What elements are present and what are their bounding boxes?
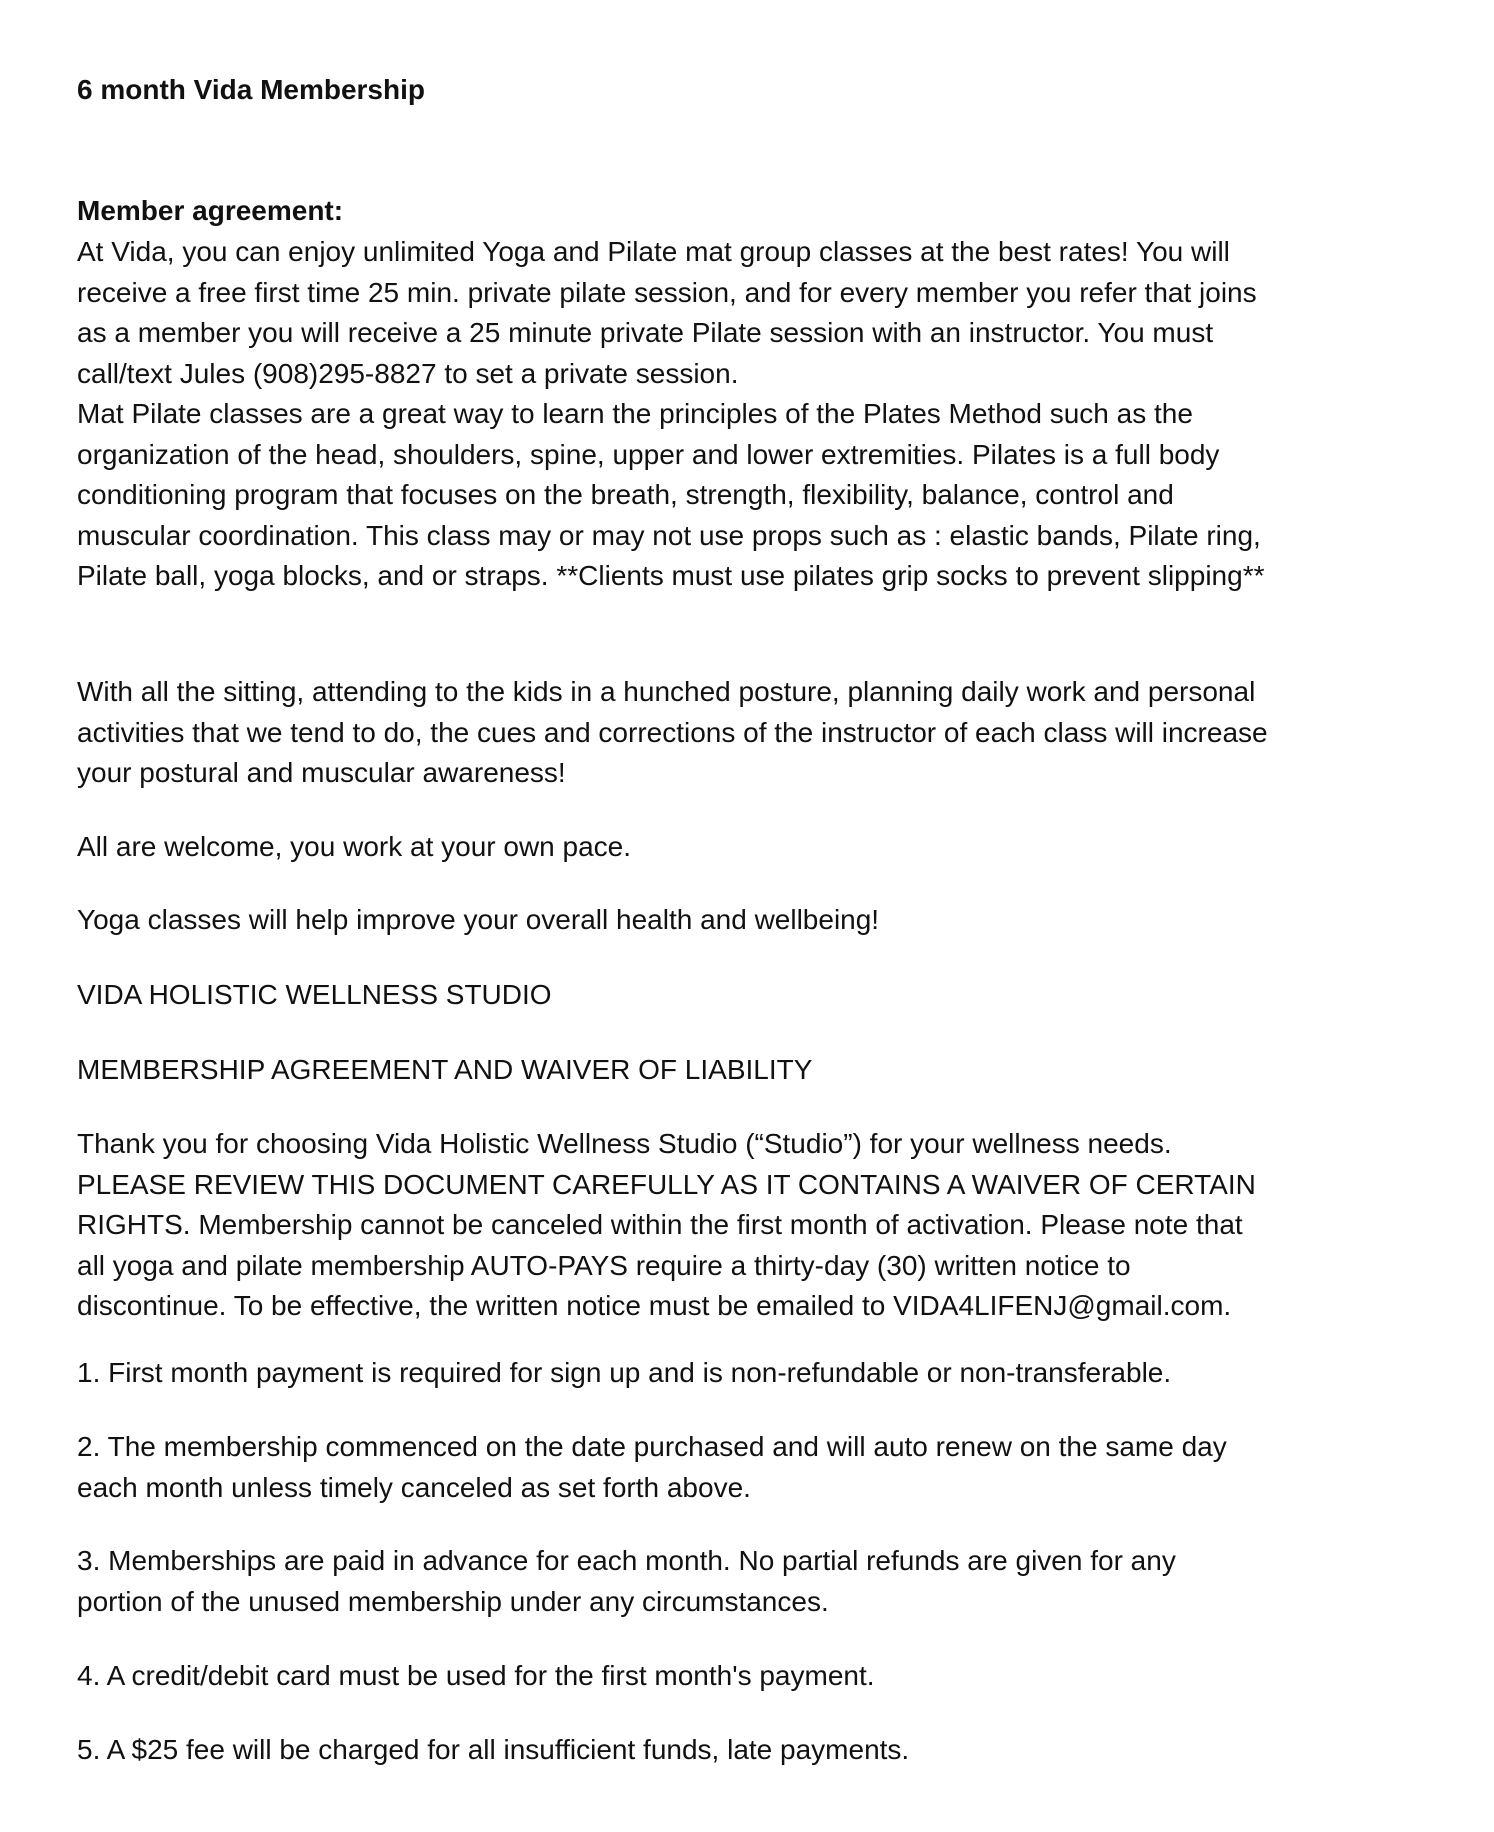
- text-line: Mat Pilate classes are a great way to learn the principles of the Plates Method such as the: [77, 398, 1193, 429]
- welcome-paragraph: [77, 827, 1417, 868]
- text-line: all yoga and pilate membership AUTO-PAYS require a thirty-day (30) written notice to: [77, 1249, 1131, 1281]
- text-line: receive a free first time 25 min. private pilate session, and for every member you refer that joins: [77, 276, 1257, 308]
- text-line: 5. A $25 fee will be charged for all insufficient funds, late payments.: [77, 1734, 910, 1765]
- text-line: 4. A credit/debit card must be used for the first month's payment.: [77, 1660, 875, 1691]
- text-line: call/text Jules (908)295-8827 to set a private session.: [77, 357, 739, 389]
- term-4: [77, 1656, 1417, 1697]
- text-line: PLEASE REVIEW THIS DOCUMENT CAREFULLY AS IT CONTAINS A WAIVER OF CERTAIN: [77, 1168, 1256, 1200]
- text-line: your postural and muscular awareness!: [77, 757, 566, 788]
- term-1: [77, 1353, 1417, 1394]
- intro-paragraph: [77, 1124, 1417, 1327]
- text-line: With all the sitting, attending to the kids in a hunched posture, planning daily work and personal: [77, 676, 1256, 707]
- text-line: conditioning program that focuses on the breath, strength, flexibility, balance, control and: [77, 479, 1174, 510]
- text-line: activities that we tend to do, the cues and corrections of the instructor of each class will increase: [77, 716, 1268, 748]
- term-2: [77, 1427, 1417, 1508]
- term-3: [77, 1541, 1417, 1622]
- text-line: each month unless timely canceled as set forth above.: [77, 1471, 751, 1503]
- text-line: MEMBERSHIP AGREEMENT AND WAIVER OF LIABILITY: [77, 1054, 813, 1085]
- text-line: 1. First month payment is required for sign up and is non-refundable or non-transferable.: [77, 1357, 1172, 1388]
- text-line: Pilate ball, yoga blocks, and or straps. **Clients must use pilates grip socks to prevent slipping**: [77, 560, 1265, 591]
- text-line: Yoga classes will help improve your overall health and wellbeing!: [77, 904, 880, 935]
- document-title: 6 month Vida Membership: [77, 74, 425, 105]
- text-line: Thank you for choosing Vida Holistic Wellness Studio (“Studio”) for your wellness needs.: [77, 1128, 1172, 1159]
- text-line: portion of the unused membership under any circumstances.: [77, 1585, 829, 1617]
- studio-name: [77, 975, 1417, 1016]
- text-line: VIDA HOLISTIC WELLNESS STUDIO: [77, 979, 552, 1010]
- yoga-paragraph: [77, 900, 1417, 941]
- text-line: 2. The membership commenced on the date purchased and will auto renew on the same day: [77, 1431, 1227, 1462]
- text-line: RIGHTS. Membership cannot be canceled within the first month of activation. Please note that: [77, 1209, 1243, 1240]
- posture-paragraph: [77, 672, 1417, 794]
- member-agreement-heading: Member agreement:: [77, 195, 344, 226]
- text-line: organization of the head, shoulders, spine, upper and lower extremities. Pilates is a full body: [77, 438, 1220, 470]
- term-5: [77, 1730, 1417, 1771]
- text-line: At Vida, you can enjoy unlimited Yoga and Pilate mat group classes at the best rates! You will: [77, 236, 1230, 267]
- text-line: as a member you will receive a 25 minute private Pilate session with an instructor. You must: [77, 317, 1214, 348]
- text-line: All are welcome, you work at your own pace.: [77, 831, 632, 862]
- member-agreement-paragraph: [77, 232, 1417, 597]
- agreement-title: [77, 1050, 1417, 1091]
- text-line: muscular coordination. This class may or may not use props such as : elastic bands, Pilate ring,: [77, 519, 1261, 551]
- text-line: discontinue. To be effective, the written notice must be emailed to VIDA4LIFENJ@gmail.com.: [77, 1290, 1232, 1321]
- text-line: 3. Memberships are paid in advance for each month. No partial refunds are given for any: [77, 1545, 1176, 1576]
